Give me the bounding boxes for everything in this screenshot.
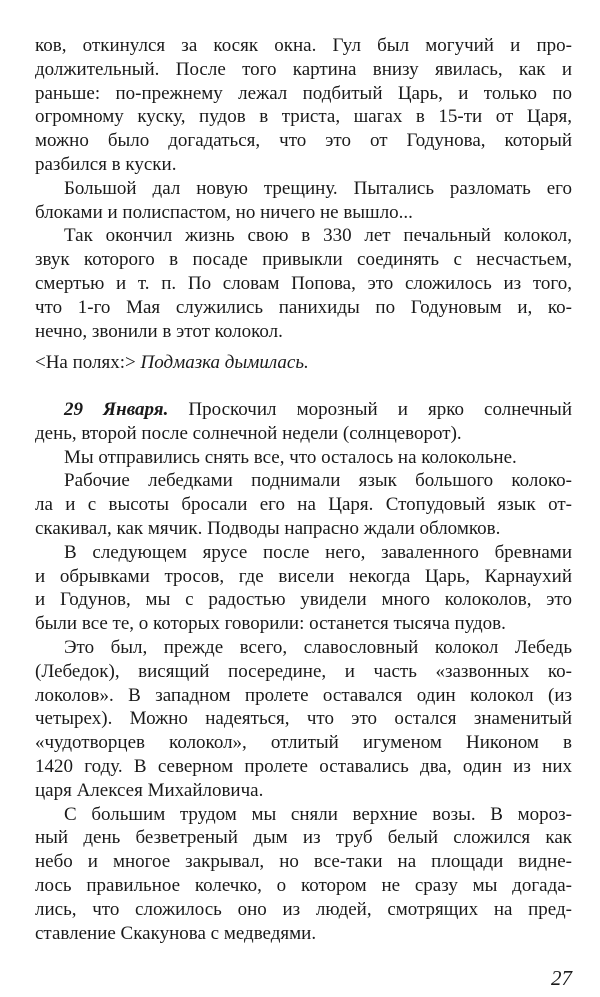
diary-entry <box>35 398 572 945</box>
text-line: «чудотворцев колокол», отлитый игуменом Никоном в <box>35 732 572 754</box>
text-line: локолов». В западном пролете оставался один колокол (из <box>35 684 572 706</box>
page-number: 27 <box>551 966 572 990</box>
text-line: можно было догадаться, что это от Годунова, который <box>35 130 572 152</box>
text-line: нечно, звонили в этот колокол. <box>35 320 283 342</box>
margin-note-line <box>35 351 572 375</box>
entry-date: 29 Января. <box>64 399 169 420</box>
margin-note-text: Подмазка дымилась. <box>140 352 309 373</box>
text-line: царя Алексея Михайловича. <box>35 779 264 801</box>
text-line: что 1-го Мая служились панихиды по Годуновым и, ко- <box>35 296 572 318</box>
text-line: лись, что сложилось оно из людей, смотрящих на пред- <box>35 898 572 920</box>
text-line: ставление Скакунова с медведями. <box>35 922 317 944</box>
text-line: раньше: по-прежнему лежал подбитый Царь, и только по <box>35 82 572 104</box>
text-line: ков, откинулся за косяк окна. Гул был могучий и про- <box>35 35 572 56</box>
text-line: небо и многое закрывал, но все-таки на площади видне- <box>35 851 572 873</box>
text-line: С большим трудом мы сняли верхние возы. В мороз- <box>64 803 572 825</box>
text-line: (Лебедок), висящий посередине, и часть «зазвонных ко- <box>35 660 572 682</box>
text-line: Это был, прежде всего, славословный колокол Лебедь <box>64 636 572 658</box>
text-line: смертью и т. п. По словам Попова, это сложилось из того, <box>35 272 572 294</box>
text-block-top <box>35 34 572 343</box>
text-line: четырех). Можно надеяться, что это остался знаменитый <box>35 708 572 730</box>
text-line <box>35 398 572 422</box>
text-line: лось правильное колечко, о котором не сразу мы догада- <box>35 874 572 896</box>
text-line: ный день безветреный дым из труб белый сложился как <box>35 827 572 849</box>
text-line: Большой дал новую трещину. Пытались разломать его <box>64 177 572 199</box>
text-line: звук которого в посаде привыкли соединять с несчастьем, <box>35 249 572 271</box>
text-line: блоками и полиспастом, но ничего не вышло... <box>35 201 413 223</box>
text-line: разбился в куски. <box>35 153 177 175</box>
margin-note <box>35 351 572 375</box>
text-line: и Годунов, мы с радостью увидели много колоколов, это <box>35 589 572 611</box>
text-line: Так окончил жизнь свою в 330 лет печальный колокол, <box>64 225 572 247</box>
entry-first-line: Проскочил морозный и ярко солнечный <box>188 399 572 420</box>
text-line: ла и с высоты бросали его на Царя. Стопудовый язык от- <box>35 494 572 516</box>
text-line: были все те, о которых говорили: останется тысяча пудов. <box>35 613 506 635</box>
text-line: 1420 году. В северном пролете оставались два, один из них <box>35 755 572 777</box>
text-line: Рабочие лебедками поднимали язык большого колоко- <box>64 470 572 492</box>
text-line: В следующем ярусе после него, заваленного бревнами <box>64 541 572 563</box>
text-line: Мы отправились снять все, что осталось на колокольне. <box>64 446 517 468</box>
text-line: скакивал, как мячик. Подводы напрасно ждали обломков. <box>35 517 501 539</box>
margin-note-label: <На полях:> <box>35 352 136 373</box>
text-line: должительный. После того картина внизу явилась, как и <box>35 58 572 80</box>
text-line: день, второй после солнечной недели (солнцеворот). <box>35 422 462 444</box>
text-line: и обрывками тросов, где висели некогда Царь, Карнаухий <box>35 565 572 587</box>
text-line: огромному куску, пудов в триста, шагах в 15-ти от Царя, <box>35 106 572 128</box>
